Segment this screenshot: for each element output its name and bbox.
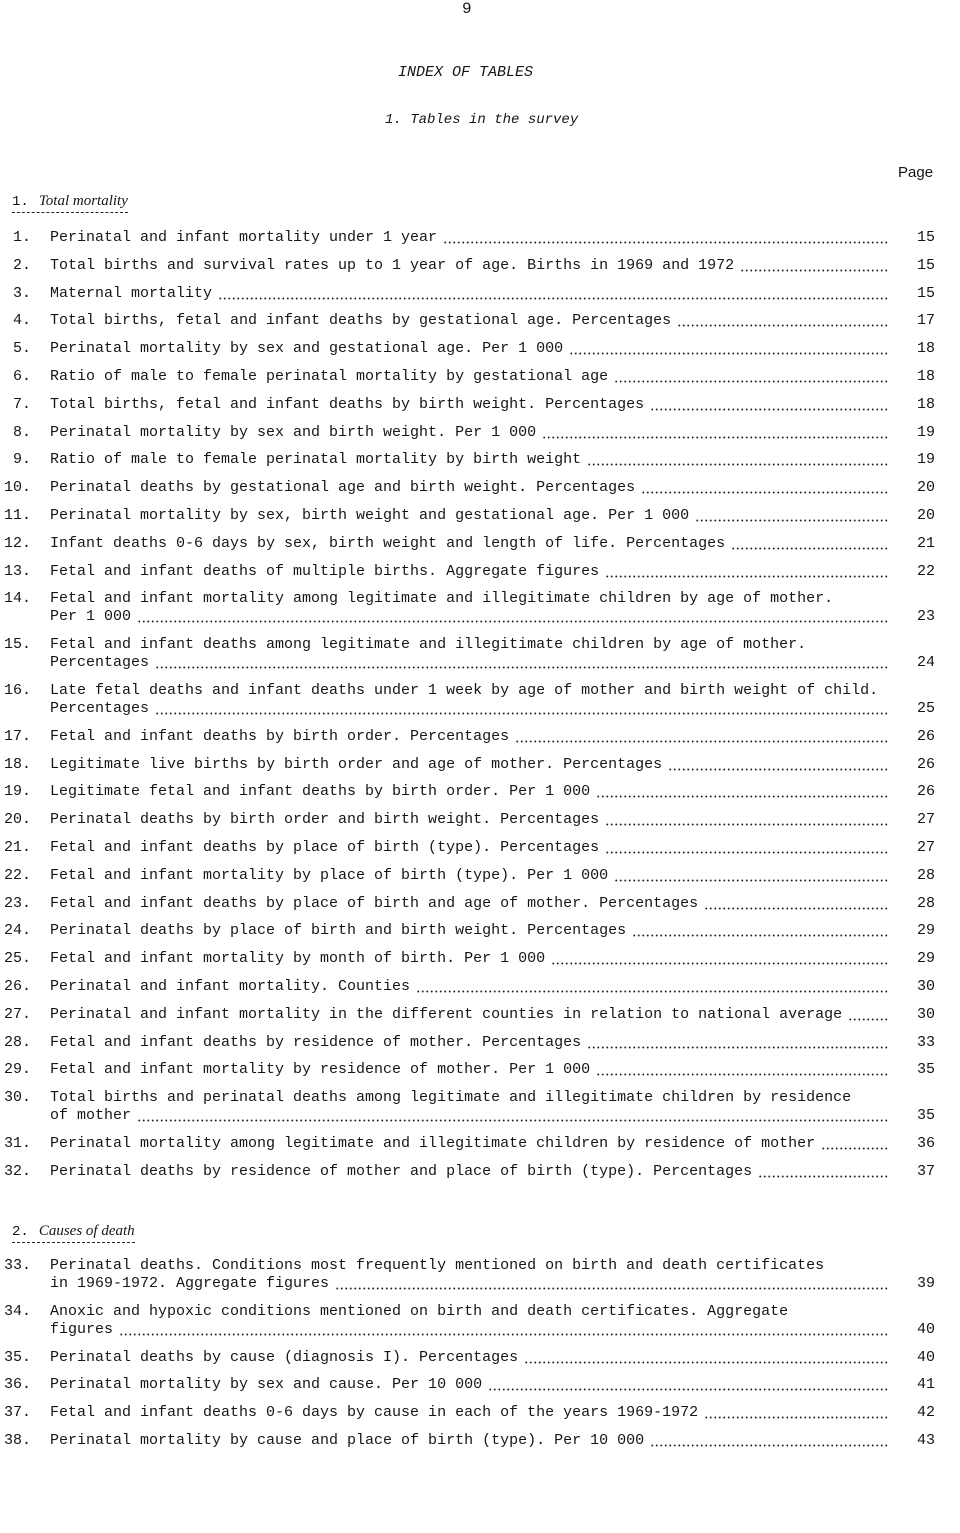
dot-leader	[731, 535, 889, 553]
entry-number: 26.	[3, 977, 31, 995]
toc-entry	[0, 1257, 935, 1293]
entry-title-text: Ratio of male to female perinatal mortality by gestational age	[50, 367, 609, 385]
toc-entry	[0, 1163, 935, 1181]
dot-leader	[335, 1275, 889, 1293]
toc-entry	[0, 636, 935, 672]
entry-title	[50, 340, 895, 358]
dot-leader	[758, 1163, 889, 1181]
toc-entry	[0, 1089, 935, 1125]
entry-title-line-last	[50, 1349, 895, 1367]
toc-entry	[0, 1404, 935, 1422]
entry-page-number: 15	[916, 256, 935, 274]
entry-title-text: Perinatal deaths by gestational age and birth weight. Percentages	[50, 479, 636, 497]
entry-number: 27.	[3, 1005, 31, 1023]
entry-number: 13.	[3, 562, 31, 580]
entry-title-text: Perinatal mortality by sex and birth weight. Per 1 000	[50, 423, 537, 441]
entry-title-text: Legitimate fetal and infant deaths by birth order. Per 1 000	[50, 783, 591, 801]
entry-title	[50, 1432, 895, 1450]
entry-title-text: figures	[50, 1320, 114, 1338]
entry-title-text: Fetal and infant mortality by place of birth (type). Per 1 000	[50, 866, 609, 884]
dot-leader	[137, 608, 889, 626]
entry-page-number: 33	[916, 1033, 935, 1051]
entry-title-text: Perinatal mortality by sex and cause. Per 10 000	[50, 1376, 483, 1394]
entry-number: 18.	[3, 755, 31, 773]
entry-number: 4.	[12, 312, 31, 330]
entry-title-line-last	[50, 1376, 895, 1394]
toc-entry	[0, 340, 935, 358]
entry-number: 31.	[3, 1134, 31, 1152]
dot-leader	[677, 312, 889, 330]
entry-page-number: 43	[916, 1431, 935, 1449]
toc-entry	[0, 950, 935, 968]
entry-number: 30.	[3, 1089, 31, 1107]
dot-leader	[137, 1107, 889, 1125]
entry-title-text: Ratio of male to female perinatal mortality by birth weight	[50, 451, 582, 469]
entry-title	[50, 1034, 895, 1052]
section-title: Causes of death	[38, 1223, 135, 1239]
entry-title-text: Maternal mortality	[50, 284, 213, 302]
entry-title	[50, 950, 895, 968]
toc-entry	[0, 424, 935, 442]
entry-number: 17.	[3, 727, 31, 745]
toc-entry	[0, 590, 935, 626]
entry-title	[50, 1404, 895, 1422]
entry-number: 1.	[12, 229, 31, 246]
entry-page-number: 26	[916, 783, 935, 801]
toc-entry	[0, 312, 935, 330]
section-number: 1.	[12, 194, 29, 210]
entry-title-text: Perinatal mortality by cause and place of birth (type). Per 10 000	[50, 1431, 645, 1449]
entry-number: 32.	[3, 1162, 31, 1180]
entry-title-line-last	[50, 1321, 895, 1339]
entry-title-line-last	[50, 479, 895, 497]
entry-page-number: 35	[916, 1107, 935, 1125]
entry-page-number: 30	[916, 1005, 935, 1023]
toc-entry	[0, 535, 935, 553]
toc-entry	[0, 783, 935, 801]
entry-number: 16.	[3, 681, 31, 699]
entry-title-line-last	[50, 1432, 895, 1450]
entry-number: 36.	[3, 1376, 31, 1394]
entry-title	[50, 1349, 895, 1367]
dot-leader	[614, 867, 889, 885]
entry-title	[50, 396, 895, 414]
entry-title-line-last	[50, 1034, 895, 1052]
entry-page-number: 36	[916, 1134, 935, 1152]
dot-leader	[155, 654, 889, 672]
entry-title-line-last	[50, 654, 895, 672]
dot-leader	[569, 340, 889, 358]
entry-number: 10.	[3, 479, 31, 497]
entry-number: 20.	[3, 811, 31, 829]
toc-entry	[0, 839, 935, 857]
entry-title-text: Legitimate live births by birth order and age of mother. Percentages	[50, 755, 663, 773]
dot-leader	[821, 1135, 889, 1153]
entry-title	[50, 1061, 895, 1079]
entry-page-number: 19	[916, 423, 935, 441]
entry-title	[50, 424, 895, 442]
entry-title-line-last	[50, 312, 895, 330]
dot-leader	[632, 922, 889, 940]
entry-page-number: 18	[916, 367, 935, 385]
entry-title	[50, 1376, 895, 1394]
entry-title-text: Total births, fetal and infant deaths by gestational age. Percentages	[50, 312, 672, 330]
dot-leader	[704, 1404, 889, 1422]
entry-title-line-last	[50, 1275, 895, 1293]
toc-entry	[0, 756, 935, 774]
entry-title-text: Per 1 000	[50, 608, 132, 626]
dot-leader	[488, 1376, 889, 1394]
entry-page-number: 26	[916, 727, 935, 745]
entry-title-text: Perinatal and infant mortality under 1 year	[50, 229, 438, 246]
entry-number: 8.	[12, 423, 31, 441]
entry-page-number: 15	[916, 229, 935, 246]
entry-title	[50, 590, 895, 626]
entry-title	[50, 1006, 895, 1024]
entry-title-text: Total births and survival rates up to 1 year of age. Births in 1969 and 1972	[50, 256, 735, 274]
entry-number: 34.	[3, 1302, 31, 1320]
entry-page-number: 37	[916, 1162, 935, 1180]
entry-number: 22.	[3, 866, 31, 884]
entry-title-line-last	[50, 728, 895, 746]
section-heading	[12, 192, 128, 213]
entry-title-text: Perinatal deaths by residence of mother and place of birth (type). Percentages	[50, 1162, 753, 1180]
entry-title-text: Perinatal and infant mortality in the different counties in relation to national average	[50, 1005, 843, 1023]
entry-number: 12.	[3, 534, 31, 552]
entry-title-line-last	[50, 700, 895, 718]
dot-leader	[443, 229, 889, 247]
entry-title	[50, 811, 895, 829]
entry-page-number: 40	[916, 1320, 935, 1338]
section-number: 2.	[12, 1224, 29, 1240]
entry-number: 2.	[12, 256, 31, 274]
entry-title	[50, 728, 895, 746]
entry-title-line-last	[50, 783, 895, 801]
dot-leader	[704, 895, 889, 913]
dot-leader	[740, 257, 889, 275]
entry-title	[50, 756, 895, 774]
entry-title-line-last	[50, 1404, 895, 1422]
entry-title-line-last	[50, 978, 895, 996]
entry-title-line-last	[50, 535, 895, 553]
entry-title-text: Perinatal mortality by sex, birth weight and gestational age. Per 1 000	[50, 506, 690, 524]
entry-page-number: 28	[916, 866, 935, 884]
dot-leader	[848, 1006, 889, 1024]
entry-title-line-last	[50, 922, 895, 940]
entry-title-line: Total births and perinatal deaths among legitimate and illegitimate children by residence	[50, 1089, 852, 1107]
entry-number: 9.	[12, 451, 31, 469]
dot-leader	[155, 700, 889, 718]
dot-leader	[119, 1321, 889, 1339]
entry-page-number: 29	[916, 922, 935, 940]
entry-title-line-last	[50, 1163, 895, 1181]
toc-entry	[0, 1432, 935, 1450]
entry-title-text: Perinatal mortality by sex and gestational age. Per 1 000	[50, 340, 564, 358]
entry-title	[50, 535, 895, 553]
entry-title-line-last	[50, 451, 895, 469]
entry-title-text: Fetal and infant deaths by place of birth and age of mother. Percentages	[50, 894, 699, 912]
entry-title-text: Fetal and infant deaths 0-6 days by cause in each of the years 1969-1972	[50, 1404, 699, 1422]
dot-leader	[551, 950, 889, 968]
entry-title	[50, 783, 895, 801]
entry-title-line: Late fetal deaths and infant deaths under 1 week by age of mother and birth weight of child.	[50, 681, 879, 699]
entry-title-line-last	[50, 1135, 895, 1153]
entry-number: 35.	[3, 1348, 31, 1366]
entry-page-number: 27	[916, 838, 935, 856]
entry-title-line-last	[50, 811, 895, 829]
entry-title-text: of mother	[50, 1107, 132, 1125]
entry-title-text: Percentages	[50, 654, 150, 672]
entry-title	[50, 285, 895, 303]
toc-entry	[0, 451, 935, 469]
dot-leader	[587, 1034, 889, 1052]
dot-leader	[218, 285, 889, 303]
toc-entry	[0, 922, 935, 940]
entry-title-text: Fetal and infant deaths of multiple births. Aggregate figures	[50, 562, 600, 580]
toc-entry	[0, 563, 935, 581]
entry-title	[50, 922, 895, 940]
entry-title-text: Perinatal deaths by place of birth and birth weight. Percentages	[50, 922, 627, 940]
toc-entry	[0, 368, 935, 386]
entry-title-line-last	[50, 340, 895, 358]
toc-list	[0, 1257, 935, 1460]
entry-page-number: 18	[916, 340, 935, 358]
entry-page-number: 15	[916, 284, 935, 302]
entry-title	[50, 229, 895, 247]
entry-page-number: 29	[916, 950, 935, 968]
dot-leader	[605, 811, 889, 829]
entry-title	[50, 507, 895, 525]
entry-number: 7.	[12, 395, 31, 413]
entry-title-text: Perinatal deaths by cause (diagnosis I). Percentages	[50, 1348, 519, 1366]
dot-leader	[650, 396, 889, 414]
entry-title	[50, 839, 895, 857]
toc-entry	[0, 285, 935, 303]
entry-page-number: 35	[916, 1061, 935, 1079]
toc-entry	[0, 728, 935, 746]
entry-title-text: Percentages	[50, 699, 150, 717]
entry-page-number: 20	[916, 506, 935, 524]
dot-leader	[587, 451, 889, 469]
toc-entry	[0, 1376, 935, 1394]
entry-number: 33.	[3, 1257, 31, 1274]
entry-number: 14.	[3, 590, 31, 608]
entry-title	[50, 479, 895, 497]
entry-title-text: Fetal and infant mortality by month of birth. Per 1 000	[50, 950, 546, 968]
entry-title-line: Fetal and infant deaths among legitimate and illegitimate children by age of mother.	[50, 636, 807, 654]
entry-title-line-last	[50, 424, 895, 442]
entry-page-number: 27	[916, 811, 935, 829]
entry-page-number: 18	[916, 395, 935, 413]
entry-title	[50, 636, 895, 672]
dot-leader	[515, 728, 889, 746]
entry-title-text: in 1969-1972. Aggregate figures	[50, 1275, 330, 1292]
entry-number: 19.	[3, 783, 31, 801]
entry-number: 29.	[3, 1061, 31, 1079]
entry-page-number: 24	[916, 654, 935, 672]
entry-title	[50, 895, 895, 913]
toc-entry	[0, 257, 935, 275]
entry-title	[50, 1257, 895, 1293]
entry-number: 3.	[12, 284, 31, 302]
entry-title	[50, 1303, 895, 1339]
entry-page-number: 21	[916, 534, 935, 552]
entry-number: 21.	[3, 838, 31, 856]
entry-title-line: Anoxic and hypoxic conditions mentioned on birth and death certificates. Aggregate	[50, 1302, 789, 1320]
toc-entry	[0, 867, 935, 885]
entry-number: 6.	[12, 367, 31, 385]
toc-entry	[0, 1135, 935, 1153]
entry-title-line-last	[50, 563, 895, 581]
toc-entry	[0, 1006, 935, 1024]
toc-entry	[0, 978, 935, 996]
dot-leader	[614, 368, 889, 386]
entry-title-line-last	[50, 229, 895, 247]
toc-list	[0, 229, 935, 1191]
entry-title	[50, 312, 895, 330]
entry-number: 24.	[3, 922, 31, 940]
entry-title	[50, 563, 895, 581]
dot-leader	[542, 424, 889, 442]
entry-page-number: 42	[916, 1404, 935, 1422]
entry-page-number: 41	[916, 1376, 935, 1394]
entry-title-text: Perinatal mortality among legitimate and illegitimate children by residence of mother	[50, 1134, 816, 1152]
entry-title	[50, 867, 895, 885]
entry-number: 23.	[3, 894, 31, 912]
entry-page-number: 17	[916, 312, 935, 330]
toc-entry	[0, 396, 935, 414]
entry-title-text: Perinatal and infant mortality. Counties	[50, 977, 411, 995]
dot-leader	[596, 783, 889, 801]
page-column-label: Page	[898, 164, 934, 181]
entry-title	[50, 451, 895, 469]
entry-title-line-last	[50, 396, 895, 414]
entry-title-line-last	[50, 368, 895, 386]
entry-title-text: Total births, fetal and infant deaths by birth weight. Percentages	[50, 395, 645, 413]
toc-entry	[0, 479, 935, 497]
dot-leader	[641, 479, 889, 497]
entry-title-line-last	[50, 1061, 895, 1079]
index-title: INDEX OF TABLES	[398, 64, 534, 81]
entry-number: 11.	[3, 506, 31, 524]
entry-title-line-last	[50, 839, 895, 857]
toc-entry	[0, 682, 935, 718]
entry-title	[50, 1163, 895, 1181]
entry-title-line: Fetal and infant mortality among legitimate and illegitimate children by age of mother.	[50, 590, 834, 608]
dot-leader	[668, 756, 889, 774]
entry-title-line-last	[50, 867, 895, 885]
dot-leader	[524, 1349, 889, 1367]
page-number: 9	[462, 0, 472, 18]
toc-entry	[0, 1303, 935, 1339]
entry-title	[50, 682, 895, 718]
entry-number: 38.	[3, 1431, 31, 1449]
toc-entry	[0, 811, 935, 829]
entry-title-line-last	[50, 950, 895, 968]
section-title: Total mortality	[38, 193, 128, 209]
entry-title-line-last	[50, 895, 895, 913]
entry-title-text: Fetal and infant deaths by residence of mother. Percentages	[50, 1033, 582, 1051]
toc-entry	[0, 507, 935, 525]
entry-page-number: 30	[916, 977, 935, 995]
entry-title-line-last	[50, 285, 895, 303]
entry-page-number: 26	[916, 755, 935, 773]
entry-title	[50, 978, 895, 996]
dot-leader	[605, 839, 889, 857]
entry-number: 5.	[12, 340, 31, 358]
entry-page-number: 39	[916, 1275, 935, 1292]
entry-page-number: 40	[916, 1348, 935, 1366]
entry-number: 25.	[3, 950, 31, 968]
toc-entry	[0, 1034, 935, 1052]
entry-title	[50, 368, 895, 386]
dot-leader	[605, 563, 889, 581]
entry-title-line-last	[50, 507, 895, 525]
entry-title-text: Fetal and infant mortality by residence of mother. Per 1 000	[50, 1061, 591, 1079]
entry-title-line-last	[50, 608, 895, 626]
toc-entry	[0, 229, 935, 247]
entry-title-line: Perinatal deaths. Conditions most frequently mentioned on birth and death certificates	[50, 1257, 825, 1274]
toc-entry	[0, 1349, 935, 1367]
entry-page-number: 20	[916, 479, 935, 497]
entry-title	[50, 257, 895, 275]
entry-title-line-last	[50, 1107, 895, 1125]
entry-title	[50, 1135, 895, 1153]
entry-number: 15.	[3, 636, 31, 654]
entry-page-number: 19	[916, 451, 935, 469]
entry-number: 28.	[3, 1033, 31, 1051]
entry-title-text: Infant deaths 0-6 days by sex, birth weight and length of life. Percentages	[50, 534, 726, 552]
entry-title-text: Fetal and infant deaths by place of birth (type). Percentages	[50, 838, 600, 856]
dot-leader	[695, 507, 889, 525]
entry-title-line-last	[50, 1006, 895, 1024]
dot-leader	[416, 978, 889, 996]
toc-entry	[0, 895, 935, 913]
dot-leader	[596, 1061, 889, 1079]
entry-page-number: 25	[916, 699, 935, 717]
entry-title-line-last	[50, 756, 895, 774]
entry-title-text: Perinatal deaths by birth order and birth weight. Percentages	[50, 811, 600, 829]
section-heading	[12, 1222, 135, 1243]
entry-page-number: 28	[916, 894, 935, 912]
index-subtitle: 1. Tables in the survey	[385, 112, 579, 128]
entry-page-number: 22	[916, 562, 935, 580]
entry-title	[50, 1089, 895, 1125]
entry-title-text: Fetal and infant deaths by birth order. Percentages	[50, 727, 510, 745]
entry-number: 37.	[3, 1404, 31, 1422]
toc-entry	[0, 1061, 935, 1079]
dot-leader	[650, 1432, 889, 1450]
entry-title-line-last	[50, 257, 895, 275]
entry-page-number: 23	[916, 608, 935, 626]
